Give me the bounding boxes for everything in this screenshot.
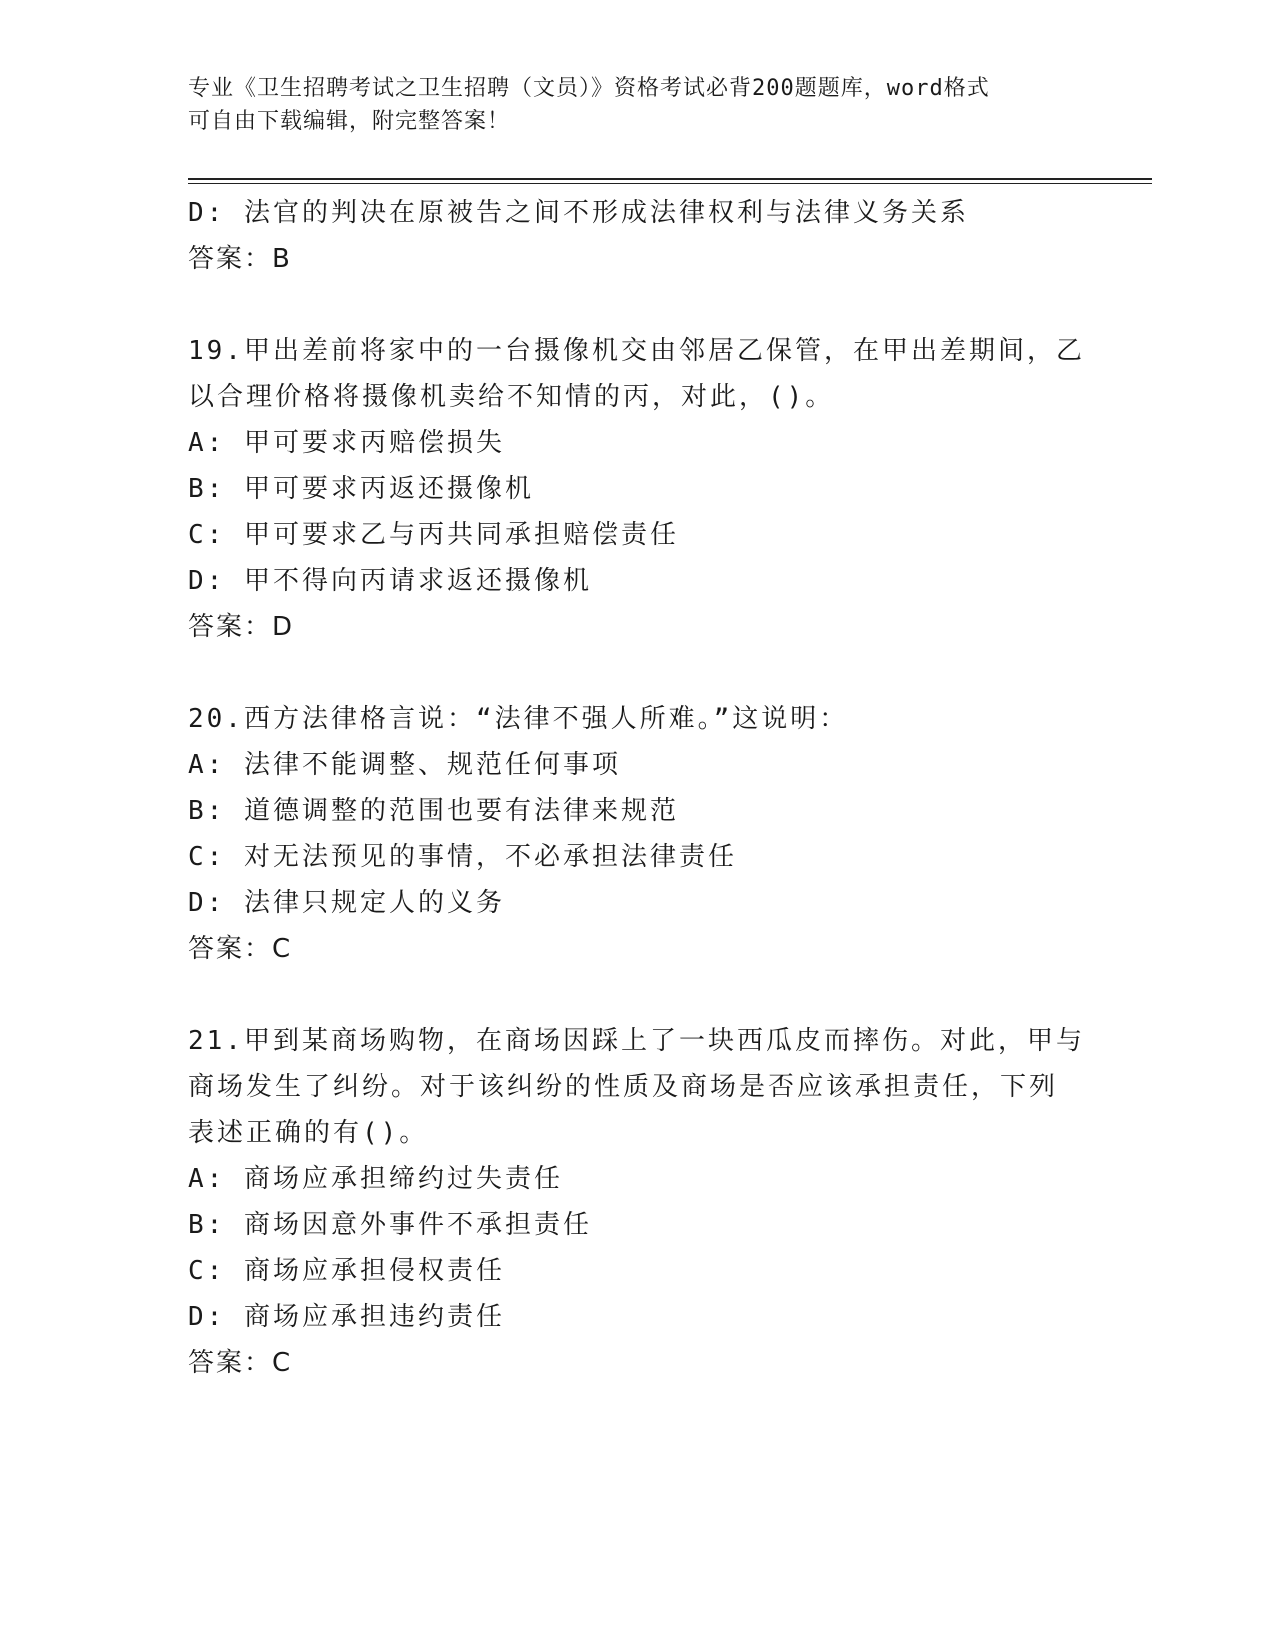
question-20-option-a: A: 法律不能调整、规范任何事项 xyxy=(188,750,621,780)
question-21-answer: 答案：C xyxy=(188,1348,293,1378)
question-21-option-a: A: 商场应承担缔约过失责任 xyxy=(188,1164,563,1194)
question-21-stem-line-1: 21.甲到某商场购物，在商场因踩上了一块西瓜皮而摔伤。对此，甲与 xyxy=(188,1026,1085,1056)
header-divider-thick xyxy=(188,178,1152,180)
header-divider-thin xyxy=(188,183,1152,184)
question-21-stem-line-3: 表述正确的有()。 xyxy=(188,1118,429,1148)
question-20-option-d: D: 法律只规定人的义务 xyxy=(188,888,505,918)
question-19-answer: 答案：D xyxy=(188,612,295,642)
question-21-option-b: B: 商场因意外事件不承担责任 xyxy=(188,1210,592,1240)
carryover-option-d: D: 法官的判决在原被告之间不形成法律权利与法律义务关系 xyxy=(188,198,969,228)
question-21-option-c: C: 商场应承担侵权责任 xyxy=(188,1256,505,1286)
question-20 xyxy=(188,696,1088,972)
header-line-2: 可自由下载编辑，附完整答案！ xyxy=(188,109,511,134)
question-19-stem-line-2: 以合理价格将摄像机卖给不知情的丙，对此，()。 xyxy=(188,382,835,412)
question-19-option-c: C: 甲可要求乙与丙共同承担赔偿责任 xyxy=(188,520,679,550)
spacer xyxy=(188,282,1088,328)
spacer xyxy=(188,650,1088,696)
carryover-answer: 答案：B xyxy=(188,244,292,274)
question-21 xyxy=(188,1018,1088,1386)
question-20-option-b: B: 道德调整的范围也要有法律来规范 xyxy=(188,796,679,826)
document-header xyxy=(188,72,1088,138)
question-19-option-d: D: 甲不得向丙请求返还摄像机 xyxy=(188,566,592,596)
question-21-stem-line-2: 商场发生了纠纷。对于该纠纷的性质及商场是否应该承担责任，下列 xyxy=(188,1072,1059,1102)
question-19-option-b: B: 甲可要求丙返还摄像机 xyxy=(188,474,534,504)
question-21-option-d: D: 商场应承担违约责任 xyxy=(188,1302,505,1332)
question-20-option-c: C: 对无法预见的事情，不必承担法律责任 xyxy=(188,842,737,872)
question-19-stem-line-1: 19.甲出差前将家中的一台摄像机交由邻居乙保管，在甲出差期间，乙 xyxy=(188,336,1085,366)
question-19-option-a: A: 甲可要求丙赔偿损失 xyxy=(188,428,505,458)
question-list xyxy=(188,190,1088,1386)
question-20-answer: 答案：C xyxy=(188,934,293,964)
spacer xyxy=(188,972,1088,1018)
header-line-1: 专业《卫生招聘考试之卫生招聘（文员）》资格考试必背200题题库，word格式 xyxy=(188,76,990,101)
question-20-stem-line-1: 20.西方法律格言说：“法律不强人所难。”这说明： xyxy=(188,704,849,734)
question-19 xyxy=(188,328,1088,650)
